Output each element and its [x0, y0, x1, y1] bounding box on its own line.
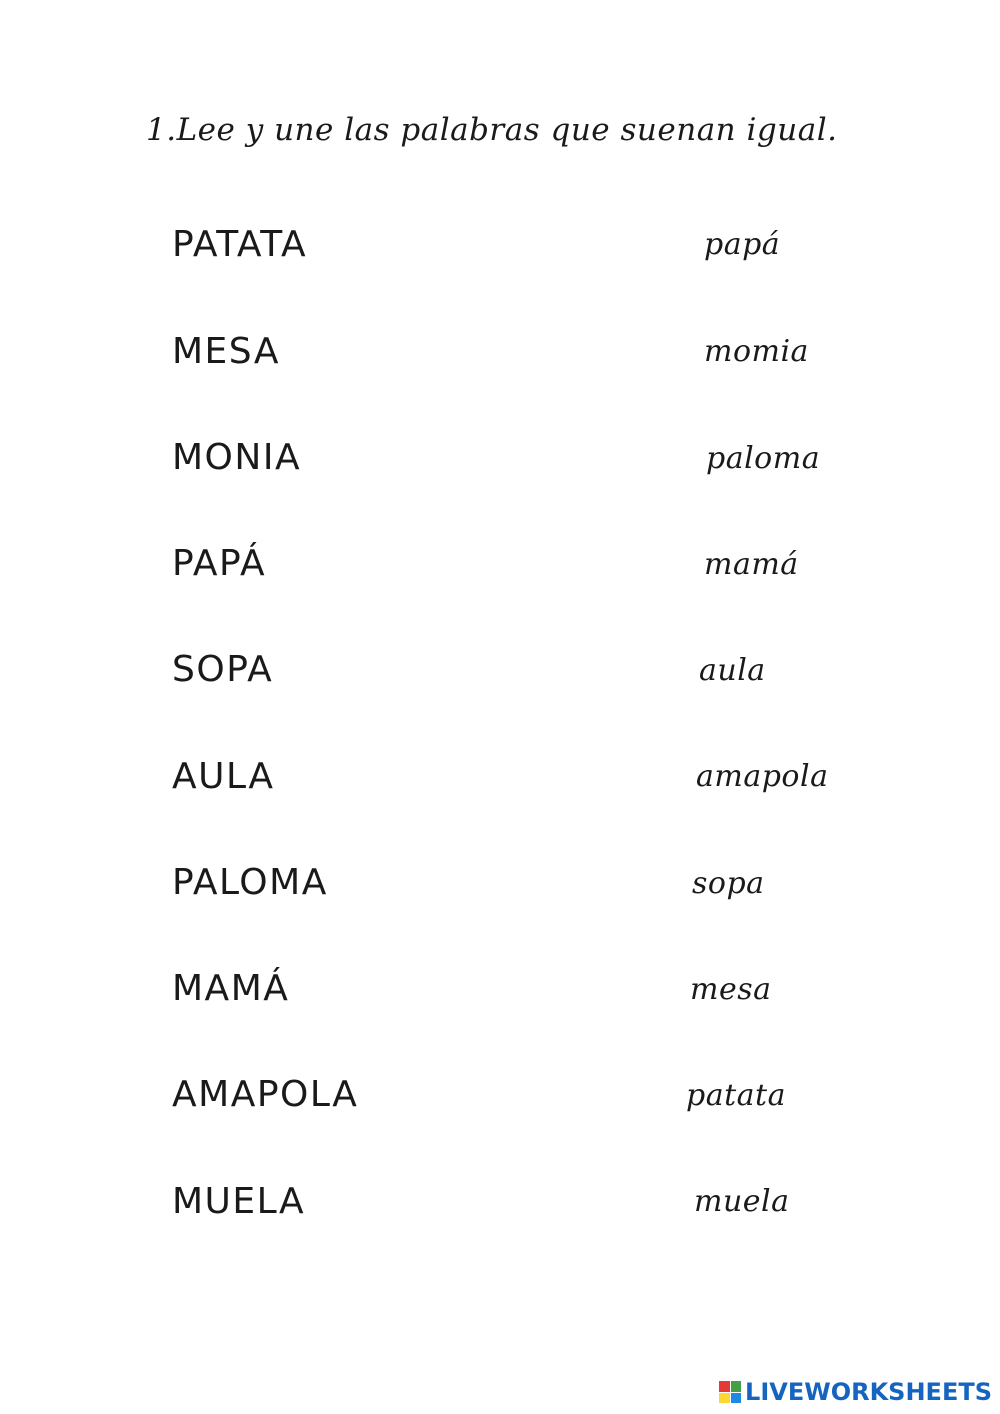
left-word-mama[interactable]: MAMÁ — [172, 968, 290, 1009]
liveworksheets-logo-text: LIVEWORKSHEETS — [745, 1378, 992, 1406]
left-word-aula[interactable]: AULA — [172, 756, 275, 797]
left-word-patata[interactable]: PATATA — [172, 224, 308, 265]
right-word-sopa[interactable]: sopa — [692, 866, 765, 901]
left-word-mesa[interactable]: MESA — [172, 331, 280, 372]
right-word-patata[interactable]: patata — [686, 1078, 786, 1113]
left-word-paloma[interactable]: PALOMA — [172, 862, 328, 903]
right-word-aula[interactable]: aula — [699, 653, 766, 688]
left-word-monia[interactable]: MONIA — [172, 437, 302, 478]
right-word-paloma[interactable]: paloma — [706, 441, 821, 476]
left-word-muela[interactable]: MUELA — [172, 1181, 306, 1222]
logo-square-red — [719, 1381, 730, 1392]
logo-square-yellow — [719, 1393, 730, 1404]
liveworksheets-logo-icon — [719, 1381, 741, 1403]
left-word-papa[interactable]: PAPÁ — [172, 543, 267, 584]
logo-square-green — [731, 1381, 742, 1392]
liveworksheets-logo — [719, 1378, 992, 1406]
right-word-mama[interactable]: mamá — [704, 547, 799, 582]
instruction-text: 1.Lee y une las palabras que suenan igual. — [146, 112, 838, 148]
right-word-momia[interactable]: momia — [704, 334, 809, 369]
left-word-amapola[interactable]: AMAPOLA — [172, 1074, 359, 1115]
right-word-amapola[interactable]: amapola — [696, 759, 829, 794]
right-word-mesa[interactable]: mesa — [690, 972, 772, 1007]
left-word-sopa[interactable]: SOPA — [172, 649, 274, 690]
logo-square-blue — [731, 1393, 742, 1404]
right-word-papa[interactable]: papá — [704, 227, 781, 262]
right-word-muela[interactable]: muela — [694, 1184, 790, 1219]
